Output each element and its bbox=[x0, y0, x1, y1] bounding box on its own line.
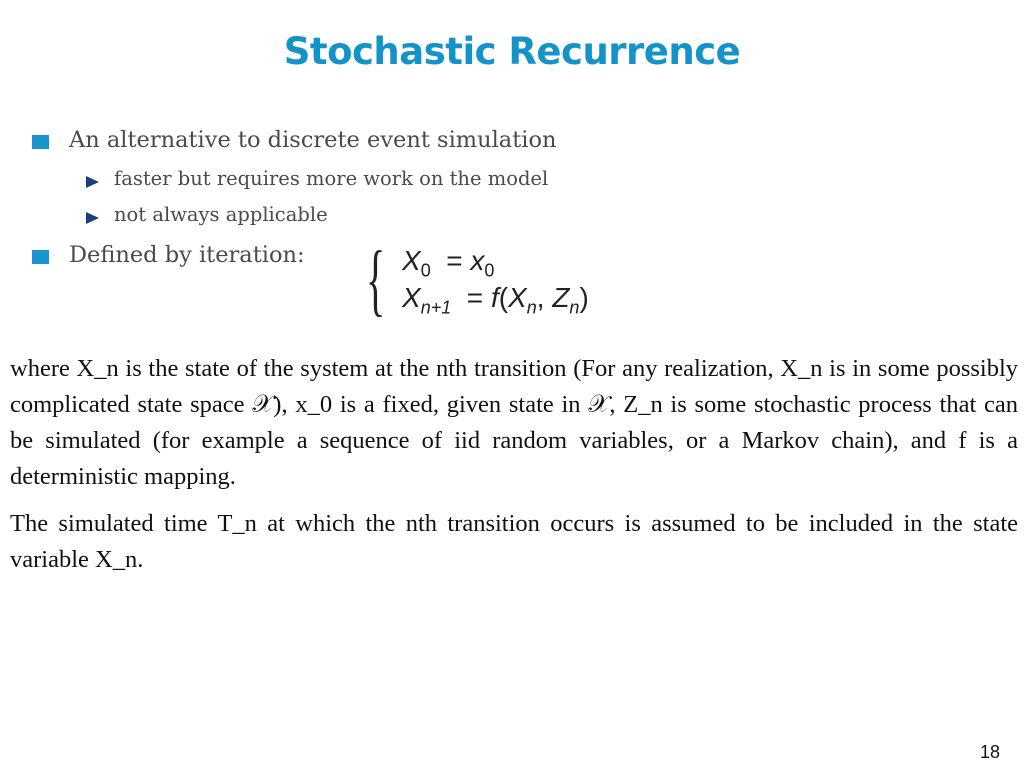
description-paragraph-1: where X_n is the state of the system at the nth transition (For any realization, X_n is in some possibly complicated state space 𝒳), x_0 is a fixed, given state in 𝒳, Z_n is some stochastic process that can be simulated (for example a sequence of iid random variables, or a Markov chain), and f is a deterministic mapping. bbox=[10, 355, 1018, 490]
slide-title: Stochastic Recurrence bbox=[283, 30, 741, 73]
equation-line-2: $X_{n+1} = f(X_n$, $Z_n$) bbox=[402, 282, 589, 318]
sub-bullet-2-text: not always applicable bbox=[114, 203, 328, 226]
bullet-1-text: An alternative to discrete event simulation bbox=[69, 127, 557, 153]
sub-bullet-1-text: faster but requires more work on the model bbox=[114, 167, 549, 190]
bullet-square-icon bbox=[32, 250, 49, 264]
bullet-square-icon bbox=[32, 135, 49, 149]
bullet-triangle-icon bbox=[86, 176, 99, 188]
page-number: 18 bbox=[979, 742, 1000, 762]
description-paragraph-2: The simulated time T_n at which the nth transition occurs is assumed to be included in the state variable X_n. bbox=[10, 510, 1018, 573]
bullet-2-text: Defined by iteration: bbox=[69, 242, 305, 268]
left-brace: { bbox=[366, 236, 386, 324]
bullet-triangle-icon bbox=[86, 212, 99, 224]
equation-line-1: $X_0 = x_0$ bbox=[402, 245, 495, 281]
